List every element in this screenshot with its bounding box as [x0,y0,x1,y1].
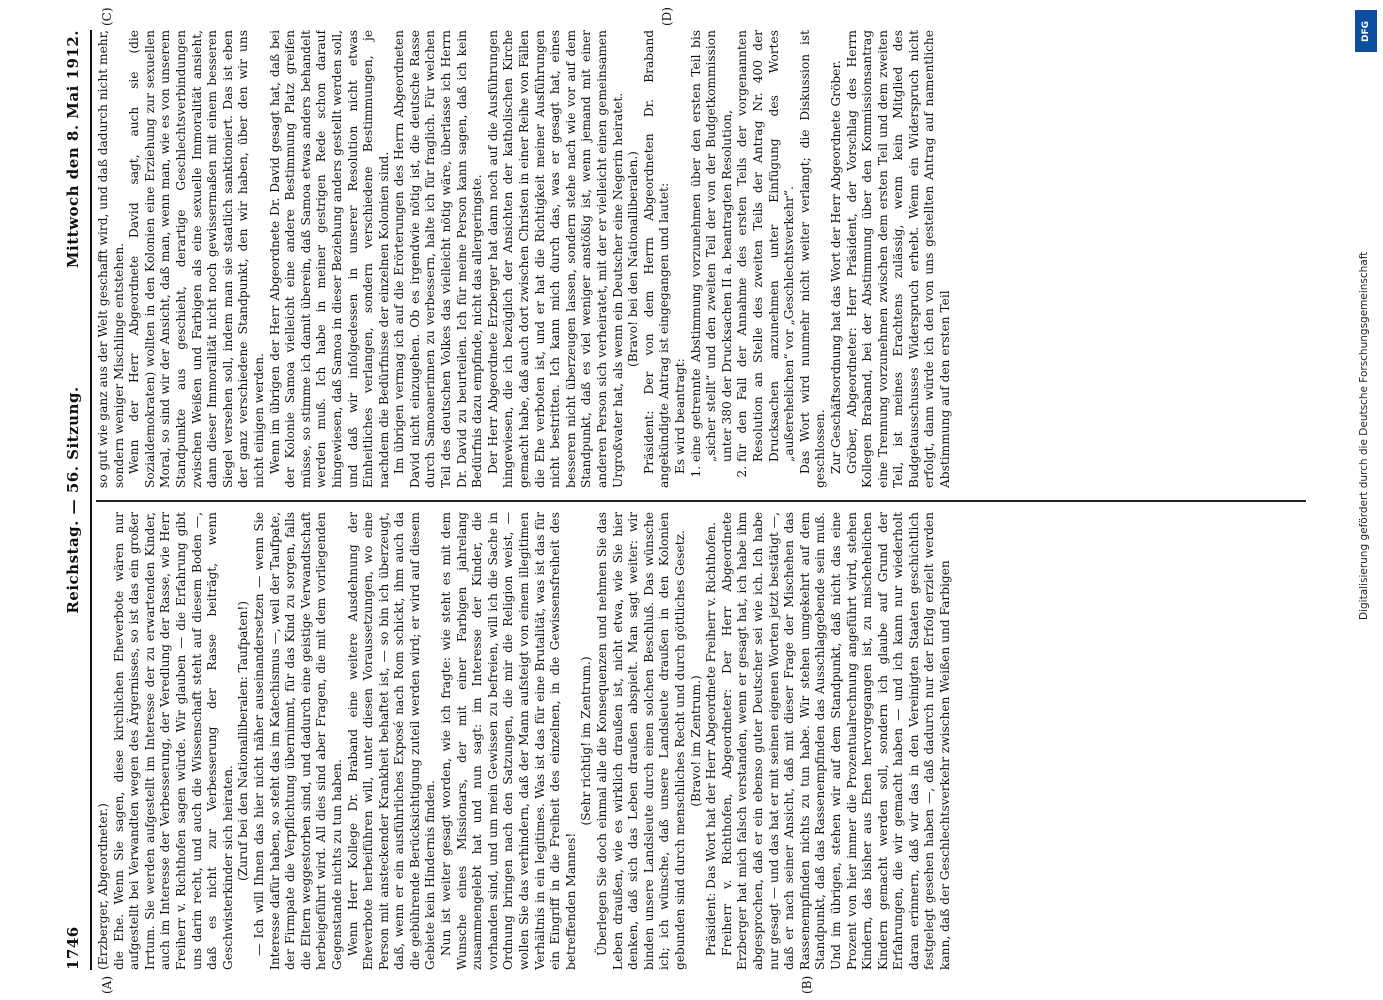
rotated-page [60,7,1320,994]
header-rule [90,30,92,970]
interjection: (Sehr richtig! im Zentrum.) [579,656,594,826]
motion-item: 2. für den Fall der Annahme des ersten Teils der vorgenannten Resolution an Stelle des zweiten Teils der Antrag Nr. 400 der Drucksachen anzunehmen unter Einfügung des Wortes „außerehelichen“ vor „Geschlechtsverkehr“. [735,30,797,462]
paragraph: so gut wie ganz aus der Welt geschafft wird, und daß dadurch nicht mehr, sondern weniger Mischlinge entstehen. [96,30,126,488]
margin-marker-b: (B) [800,975,814,994]
margin-marker-a: (A) [100,975,114,994]
margin-marker-c: (C) [100,7,114,26]
interjection: (Bravo! im Zentrum.) [688,675,703,807]
paragraph: — Ich will Ihnen das hier nicht näher auseinandersetzen — wenn Sie Interesse dafür haben, so steht das im Katechismus —, weil der Taufpate, der Firmpate die Verpflichtung übernimmt, für das Kind zu sorgen, falls die Eltern weggestorben sind, und dadurch eine geistige Verwandtschaft herbeigeführt wird. All dies sind aber Fragen, die mit dem vorliegenden Gegenstande nichts zu tun haben. [251,512,344,970]
paragraph: Der Herr Abgeordnete Erzberger hat dann noch auf die Ausführungen hingewiesen, die ich bezüglich der Ansichten der katholischen Kirche gemacht habe, daß auch dort zwischen Christen in einer Reihe von Fällen die Ehe verboten ist, und er hat die Richtigkeit meiner Ausführungen nicht bestritten. Ich kann mich durch das, was er gesagt hat, eines besseren nicht überzeugen lassen, sondern stehe nach wie vor auf dem Standpunkt, daß es viel weniger anstößig ist, wenn jemand mit einer anderen Person sich verheiratet, mit der er vielleicht einen gemeinsamen Urgroßvater hat, als wenn ein Deutscher eine Negerin heiratet. [485,30,625,488]
motion-intro: Es wird beantragt: [672,358,687,474]
paragraph: Wenn im übrigen der Herr Abgeordnete Dr. David gesagt hat, daß bei der Kolonie Samoa vielleicht eine andere Bestimmung Platz greifen müsse, so stimme ich damit überein, daß Samoa etwas anders behandelt werden muß. Ich habe in meiner gestrigen Rede schon darauf hingewiesen, daß Samoa in dieser Beziehung anders gestellt werden soll, und daß wir infolgedessen in unserer Resolution nicht etwas Einheitliches verlangen, sondern verschiedene Bestimmungen, je nachdem die Bedürfnisse der einzelnen Kolonien sind. [267,30,391,488]
president-statement: Präsident: Der von dem Herrn Abgeordneten Dr. Braband angekündigte Antrag ist eingegangen und lautet: [641,30,672,488]
paragraph: Zur Geschäftsordnung hat das Wort der Herr Abgeordnete Gröber. [828,60,843,474]
right-column [96,30,1306,488]
column-divider [96,500,1306,502]
motion-list [689,30,798,488]
page-number: 1746 [64,926,82,970]
section-title: Reichstag. — 56. Sitzung. [64,386,82,614]
speech-richthofen: Freiherr v. Richthofen, Abgeordneter: Der Herr Abgeordnete Erzberger hat mich falsch verstanden, wenn er gesagt hat, ich habe ihm abgesprochen, daß er ein ebenso guter Deutscher sei wie ich. Ich habe nur gesagt — und das hat er mit seinen eigenen Worten jetzt bestätigt —, daß er nach seiner Ansicht, daß mit dieser Frage der Mischehen das Rassenempfinden nichts zu tun habe. Wir stehen umgekehrt auf dem Standpunkt, daß das Rassenempfinden das Ausschlaggebende sein muß. Und im übrigen, stehen wir auf dem Standpunkt, daß nicht das eine Prozent von hier immer die Prozentualrechnung angeführt wird, stehen Kindern, das bisher aus Ehen hervorgegangen ist, zu mischehelichen Kindern gemacht werden soll, sondern ich glaube auf Grund der Erfahrungen, die wir gemacht haben — und ich kann nur wiederholt daran erinnern, daß wir das in den Vereinigten Staaten geschichtlich festgelegt gesehen haben —, daß dadurch nur der Erfolg erzielt werden kann, daß der Geschlechtsverkehr zwischen Weißen und Farbigen [719,512,953,970]
paragraph: Überlegen Sie doch einmal alle die Konsequenzen und nehmen Sie das Leben draußen, wie es wirklich draußen ist, nicht etwa, wie Sie hier denken, daß sich das Leben draußen abspielt. Man sagt weiter: wir binden unsere Landsleute durch einen solchen Beschluß. Das wünsche ich; ich wünsche, daß unsere Landsleute draußen in den Kolonien gebunden sind durch menschliches Recht und durch göttliches Gesetz. [595,512,687,970]
credit-text: Digitalisierung gefördert durch die Deutsche Forschungsgemeinschaft [1358,251,1370,620]
paragraph: die Ehe. Wenn Sie sagen, diese kirchlichen Eheverbote wären nur aufgestellt bei Verwandten wegen des Ärgernisses, so ist das ein großer Irrtum. Sie werden aufgestellt im Interesse der zu erwartenden Kinder, auch im Interesse der Verbesserung, der Veredlung der Rasse, wie Herr Freiherr v. Richthofen sagen würde. Wir glauben — die Erfahrung gibt uns darin recht, und auch die Wissenschaft steht auf diesem Boden —, daß es nicht zur Verbesserung der Rasse beiträgt, wenn Geschwisterkinder sich heiraten. [111,512,235,970]
motion-item: 1. eine getrennte Abstimmung vorzunehmen über den ersten Teil bis „sicher stellt“ und den zweiten Teil der von der Budgetkommission unter 380 der Drucksachen II a. beantragten Resolution, [689,30,736,462]
paragraph: Wenn Herr Kollege Dr. Braband eine weitere Ausdehnung der Eheverbote herbeiführen will, unter diesen Voraussetzungen, wo eine Person mit ansteckender Krankheit behaftet ist, — so bin ich überzeugt, daß, wenn er ein ausführliches Exposé nach Rom schickt, ihm auch da die gebührende Berücksichtigung zuteil werden wird; er wird auf diesem Gebiete kein Hindernis finden. [345,512,438,970]
speech-groeber: Gröber, Abgeordneter: Herr Präsident, der Vorschlag des Herrn Kollegen Braband, bei der Abstimmung über den Kommissionsantrag eine Trennung vorzunehmen zwischen dem ersten Teil und dem zweiten Teil, ist meines Erachtens zulässig, wenn kein Mitglied des Budgetausschusses Widerspruch erhebt. Wenn ein Widerspruch nicht erfolgt, dann würde ich den von uns gestellten Antrag auf namentliche Abstimmung auf den ersten Teil [844,30,953,488]
interjection: (Zuruf bei den Nationalliberalen: Taufpaten!) [236,600,251,882]
dfg-logo: DFG [1355,10,1377,52]
digitization-credit [1353,10,1379,990]
paragraph: Nun ist weiter gesagt worden, wie ich fragte: wie steht es mit dem Wunsche eines Missionars, der mit einer Farbigen jahrelang zusammengelebt hat und nun sagt: im Interesse der Kinder, die vorhanden sind, und um mein Gewissen zu befreien, will ich die Sache in Ordnung bringen nach den Satzungen, die mir die Religion weist, — wollen Sie das verhindern, daß der Mann aufsteigt von einem illegitimen Verhältnis in ein legitimes. Was ist das für eine Brutalität, was ist das für ein Eingriff in die Freiheit des einzelnen, in die Gewissensfreiheit des betreffenden Mannes! [439,512,578,970]
page-header [60,30,88,970]
interjection: (Bravo! bei den Nationalliberalen.) [626,151,641,367]
paragraph: Wenn der Herr Abgeordnete David sagt, auch sie (die Sozialdemokraten) wollten in den Kolonien eine Erziehung zur sexuellen Moral, so sind wir der Ansicht, daß man, wenn man, wie es von unserem Standpunkte aus geschieht, derartige Geschlechtsverbindungen zwischen Weißen und Farbigen als eine sexuelle Immoralität ansieht, dann dieser Immoralität nicht noch gewissermaßen mit einem besseren Siegel versehen soll, indem man sie staatlich sanktioniert. Das ist eben der ganz verschiedene Standpunkt, den wir haben, über den wir uns nicht einigen werden. [127,30,266,488]
session-date: Mittwoch den 8. Mai 1912. [64,30,82,269]
paragraph: Das Wort wird nunmehr nicht weiter verlangt; die Diskussion ist geschlossen. [797,30,828,488]
speaker-continuation: (Erzberger, Abgeordneter.) [96,803,110,970]
margin-marker-d: (D) [660,7,674,26]
left-column [96,512,1306,970]
president-statement: Präsident: Das Wort hat der Herr Abgeordnete Freiherr v. Richthofen. [704,521,719,956]
paragraph: Im übrigen vermag ich auf die Erörterungen des Herrn Abgeordneten David nicht einzugehen. Ob es irgendwie nötig ist, die deutsche Rasse durch Samoanerinnen zu verbessern, halte ich für fraglich. Für welchen Teil des deutschen Volkes das vielleicht nötig wäre, überlasse ich Herrn Dr. David zu beurteilen. Ich für meine Person kann sagen, daß ich kein Bedürfnis dazu empfinde, nicht das allergeringste. [392,30,485,488]
